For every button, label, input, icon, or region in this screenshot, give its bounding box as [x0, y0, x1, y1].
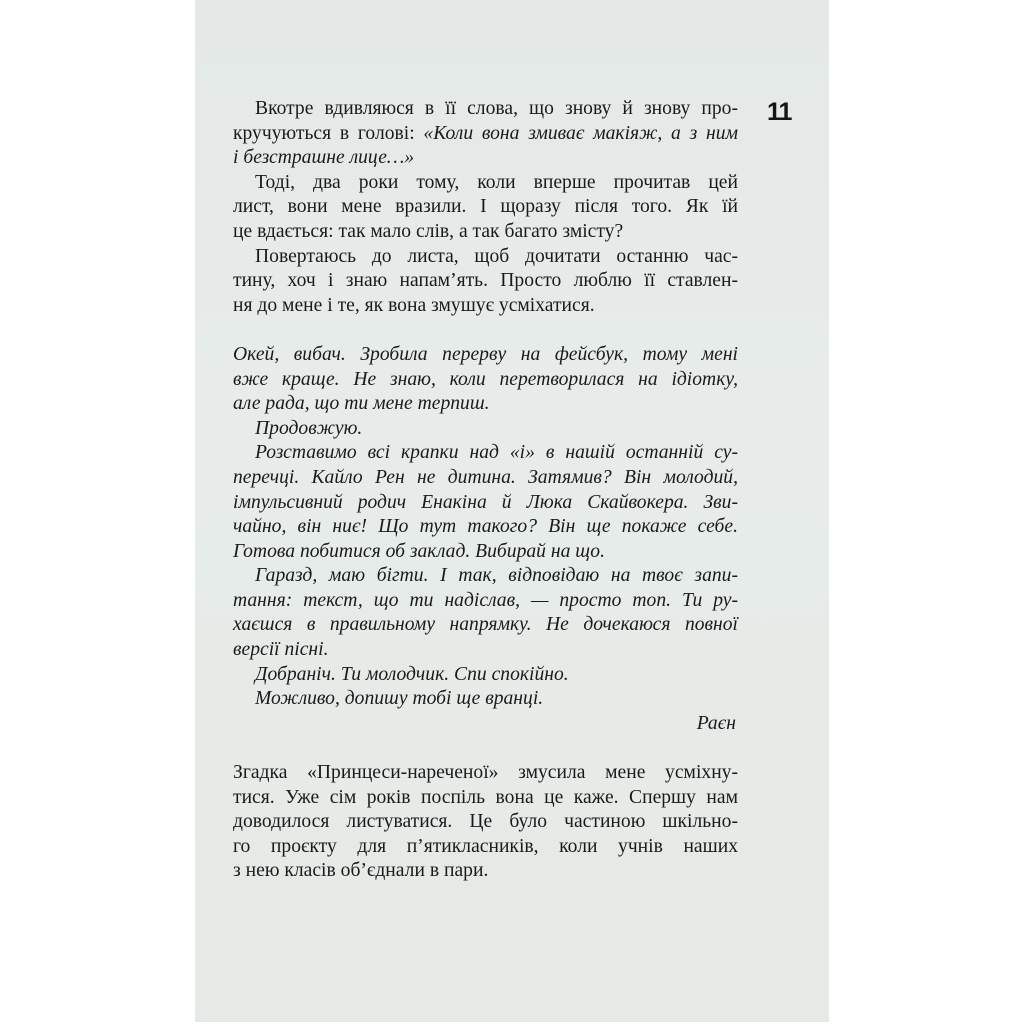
letter-signature	[233, 712, 738, 737]
paragraph	[233, 97, 738, 171]
text-line: лист, вони мене вразили. І щоразу після того. Як їй	[233, 196, 738, 218]
text-line-part: кручуються в голові:	[233, 122, 424, 144]
quote-text: «Коли вона змиває макіяж, а з ним	[423, 122, 739, 144]
quote-text: і безстрашне лице…»	[233, 147, 415, 169]
signature-text: Раєн	[696, 712, 736, 734]
paragraph	[233, 245, 738, 319]
text-line: Розставимо всі крапки над «і» в нашій останній су-	[255, 442, 738, 464]
text-line	[233, 122, 738, 147]
text-line: перечці. Кайло Рен не дитина. Затямив? Він молодий,	[233, 466, 738, 488]
text-line: доводилося листуватися. Це було частиною шкільно-	[233, 811, 738, 833]
text-line: Продовжую.	[255, 417, 363, 439]
paragraph	[233, 761, 738, 884]
paragraph	[233, 171, 738, 245]
letter-paragraph	[233, 417, 738, 442]
text-line: з нею класів об’єднали в пари.	[233, 860, 489, 882]
text-line: ня до мене і те, як вона змушує усміхатися.	[233, 294, 595, 316]
text-line: хаєшся в правильному напрямку. Не дочекаюся повної	[233, 614, 738, 636]
text-line: Згадка «Принцеси-нареченої» змусила мене усміхну-	[233, 762, 738, 784]
letter-paragraph	[233, 564, 738, 662]
text-line: тину, хоч і знаю напам’ять. Просто люблю її ставлен-	[233, 270, 738, 292]
text-line: Вкотре вдивляюся в її слова, що знову й знову про-	[255, 98, 738, 119]
text-line: але рада, що ти мене терпиш.	[233, 393, 490, 415]
text-line: тання: текст, що ти надіслав, — просто топ. Ти ру-	[233, 589, 738, 611]
page-text	[233, 97, 738, 884]
letter-paragraph	[233, 687, 738, 712]
text-line: Можливо, допишу тобі ще вранці.	[255, 688, 544, 710]
text-line: імпульсивний родич Енакіна й Люка Скайвокера. Зви-	[233, 491, 738, 513]
text-line: версії пісні.	[233, 639, 329, 661]
text-line: Окей, вибач. Зробила перерву на фейсбук, тому мені	[233, 343, 738, 365]
letter-paragraph	[233, 663, 738, 688]
text-line: вже краще. Не знаю, коли перетворилася на ідіотку,	[233, 368, 738, 390]
text-line: Повертаюсь до листа, щоб дочитати останню час-	[255, 245, 738, 267]
text-line: Тоді, два роки тому, коли вперше прочитав цей	[255, 171, 738, 193]
text-line: Добраніч. Ти молодчик. Спи спокійно.	[255, 663, 569, 685]
text-line: го проєкту для п’ятикласників, коли учнів наших	[233, 835, 738, 857]
text-line: це вдається: так мало слів, а так багато змісту?	[233, 220, 624, 242]
letter-paragraph	[233, 343, 738, 417]
page-number: 11	[767, 98, 792, 126]
text-line: Готова побитися об заклад. Вибирай на що.	[233, 540, 606, 562]
text-line: Гаразд, маю бігти. І так, відповідаю на твоє запи-	[255, 565, 738, 587]
letter-paragraph	[233, 441, 738, 564]
text-line: тися. Уже сім років поспіль вона це каже. Спершу нам	[233, 786, 738, 808]
text-line: чайно, він ниє! Що тут такого? Він ще покаже себе.	[233, 516, 738, 538]
